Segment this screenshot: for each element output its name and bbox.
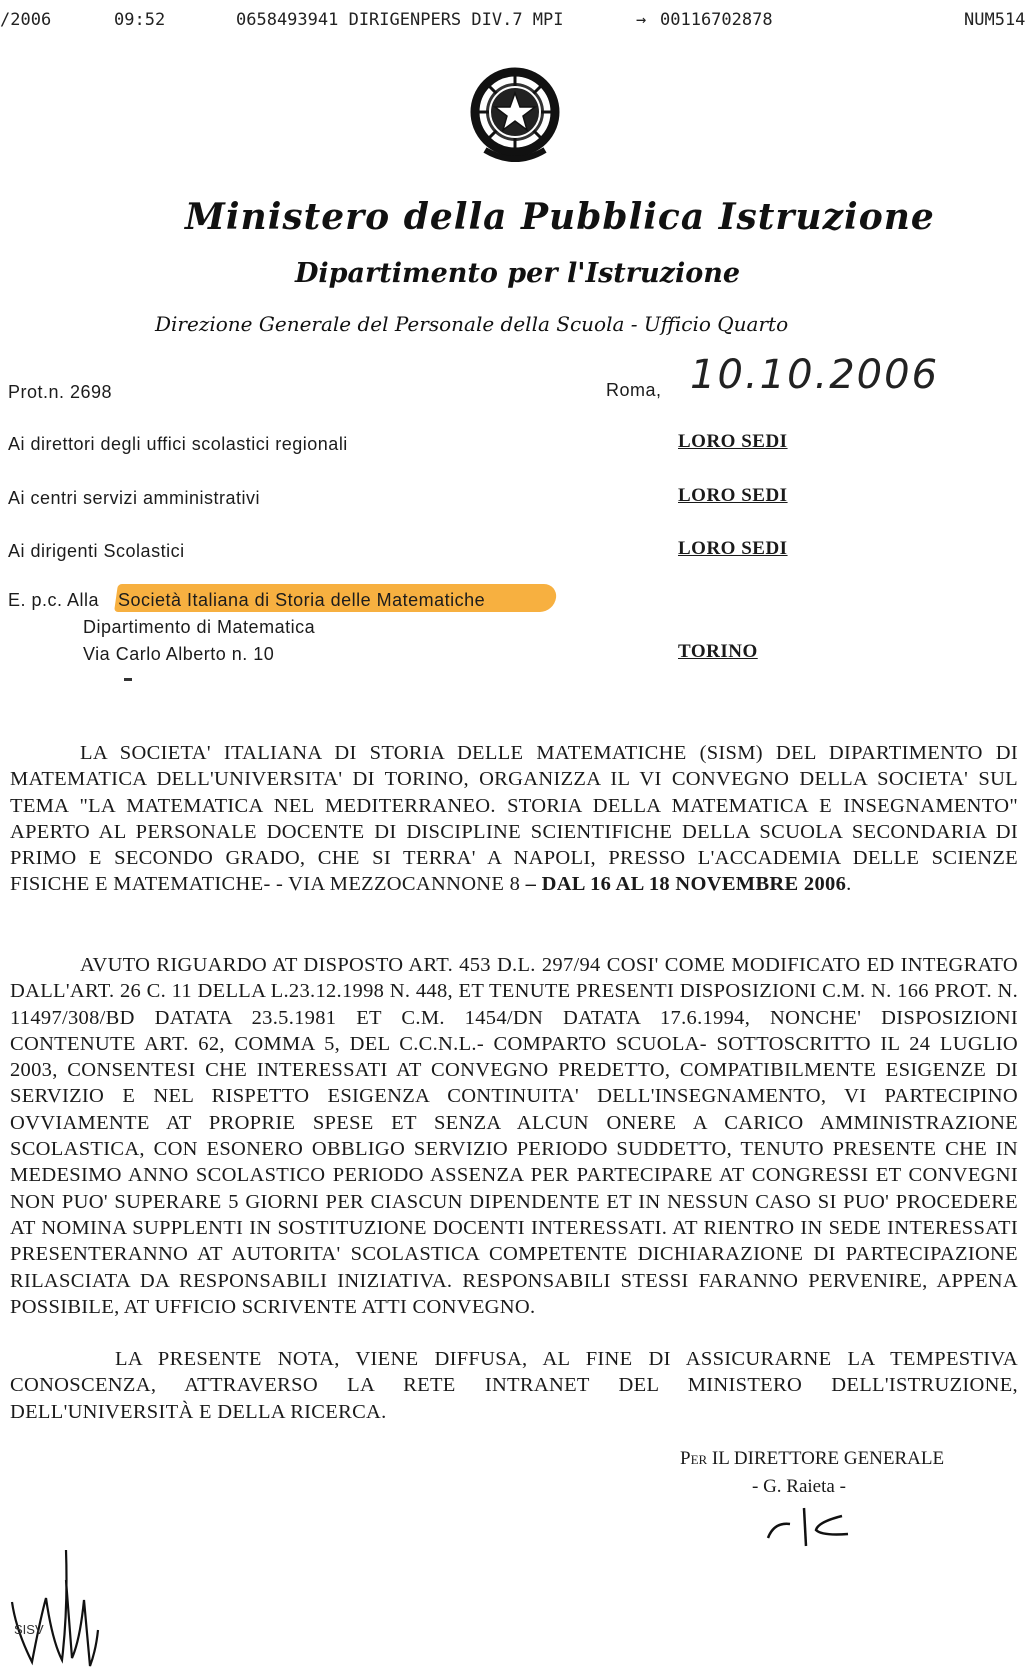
directorate-title: Direzione Generale del Personale della Scuola - Ufficio Quarto — [155, 312, 789, 336]
handwritten-date: 10.10.2006 — [690, 352, 940, 398]
department-title: Dipartimento per l'Istruzione — [295, 258, 741, 289]
body-paragraph-3 — [10, 1346, 1018, 1425]
fax-page: NUM514 — [964, 10, 1026, 30]
fax-header — [0, 6, 1032, 34]
paragraph-text: LA PRESENTE NOTA, VIENE DIFFUSA, AL FINE DI ASSICURARNE LA TEMPESTIVA CONOSCENZA, ATTRAVERSO LA RETE INTRANET DEL MINISTERO DELL'ISTRUZIONE, DELL'UNIVERSITÀ E DELLA RICERCA. — [10, 1348, 1018, 1423]
ministry-title: Ministero della Pubblica Istruzione — [185, 196, 935, 238]
paragraph-text: AVUTO RIGUARDO AT DISPOSTO ART. 453 D.L. 297/94 COSI' COME MODIFICATO ED INTEGRATO DALL'ART. 26 C. 11 DELLA L.23.12.1998 N. 448, ET TENUTE PRESENTI DISPOSIZIONI C.M. N. 166 PROT. N. 11497/308/BD DATATA 23.5.1981 ET C.M. 1454/DN DATATA 17.6.1994, NONCHE' DISPOSIZIONI CONTENUTE ART. 62, COMMA 5, DEL C.C.N.L.- COMPARTO SCUOLA- SOTTOSCRITTO IL 24 LUGLIO 2003, CONSENTESI CHE INTERESSATI AT CONVEGNO PREDETTO, COMPATIBILMENTE ESIGENZE DI SERVIZIO E NEL RISPETTO ESIGENZA CONTINUITA' DELL'INSEGNAMENTO, VI PARTECIPINO OVVIAMENTE AT PROPRIE SPESE ET SENZA ALCUN ONERE A CARICO AMMINISTRAZIONE SCOLASTICA, CON ESONERO OBBLIGO SERVIZIO PERIODO SUDDETTO, TENUTO PRESENTE CHE IN MEDESIMO ANNO SCOLASTICO PERIODO ASSENZA PER PARTECIPARE AT CONGRESSI ET CONVEGNI NON PUO' SUPERARE 5 GIORNI PER CIASCUN DIPENDENTE ET IN NESSUN CASO SI PUO' PROCEDERE AT NOMINA SUPPLENTI IN SOSTITUZIONE DOCENTI INTERESSATI. AT RIENTRO IN SEDE INTERESSATI PRESENTERANNO AT AUTORITA' SCOLASTICA COMPETENTE DICHIARAZIONE DI PARTECIPAZIONE RILASCIATA DA RESPONSABILI INIZIATIVA. RESPONSABILI STESSI FARANNO PERVENIRE, APPENA POSSIBILE, AT UFFICIO SCRIVENTE ATTI CONVEGNO. — [10, 954, 1018, 1318]
stray-mark — [124, 678, 132, 681]
cc-department: Dipartimento di Matematica — [83, 617, 316, 637]
fax-date: /2006 — [0, 10, 52, 30]
cc-city: TORINO — [678, 641, 758, 662]
recipient-location: LORO SEDI — [678, 431, 788, 452]
signature-mark — [760, 1500, 880, 1550]
recipient-location: LORO SEDI — [678, 538, 788, 559]
signatory-role: Per IL DIRETTORE GENERALE — [680, 1448, 945, 1469]
initials-text: SISV — [14, 1622, 44, 1637]
body-paragraph-2 — [10, 952, 1018, 1320]
paragraph-text: LA SOCIETA' ITALIANA DI STORIA DELLE MATEMATICHE (SISM) DEL DIPARTIMENTO DI MATEMATICA DELL'UNIVERSITA' DI TORINO, ORGANIZZA IL VI CONVEGNO DELLA SOCIETA' SUL TEMA "LA MATEMATICA NEL MEDITERRANEO. STORIA DELLA MATEMATICA E INSEGNAMENTO" APERTO AL PERSONALE DOCENTE DI DISCIPLINE SCIENTIFICHE DELLA SCUOLA SECONDARIA DI PRIMO E SECONDO GRADO, CHE SI TERRA' A NAPOLI, PRESSO L'ACCADEMIA DELLE SCIENZE FISICHE E MATEMATICHE- - VIA MEZZOCANNONE 8 — [10, 742, 1018, 896]
paragraph-end: . — [846, 873, 852, 896]
signatory-name: - G. Raieta - — [752, 1476, 846, 1497]
recipient-name: Ai dirigenti Scolastici — [8, 541, 185, 561]
fax-arrow: → — [636, 10, 647, 30]
republic-emblem-icon — [465, 60, 565, 168]
cc-address: Via Carlo Alberto n. 10 — [83, 644, 275, 664]
cc-organization: Società Italiana di Storia delle Matematiche — [118, 590, 486, 610]
fax-time: 09:52 — [114, 10, 166, 30]
handwritten-initials-mark — [6, 1540, 106, 1670]
protocol-number: Prot.n. 2698 — [8, 382, 113, 402]
recipient-name: Ai direttori degli uffici scolastici regionali — [8, 434, 348, 454]
body-paragraph-1 — [10, 740, 1018, 898]
recipient-location: LORO SEDI — [678, 485, 788, 506]
fax-sender: 0658493941 DIRIGENPERS DIV.7 MPI — [236, 10, 564, 30]
event-dates: – DAL 16 AL 18 NOVEMBRE 2006 — [520, 873, 847, 896]
recipient-name: Ai centri servizi amministrativi — [8, 488, 261, 508]
cc-prefix: E. p.c. Alla — [8, 590, 100, 610]
place-label: Roma, — [606, 380, 662, 400]
fax-recipient: 00116702878 — [660, 10, 773, 30]
